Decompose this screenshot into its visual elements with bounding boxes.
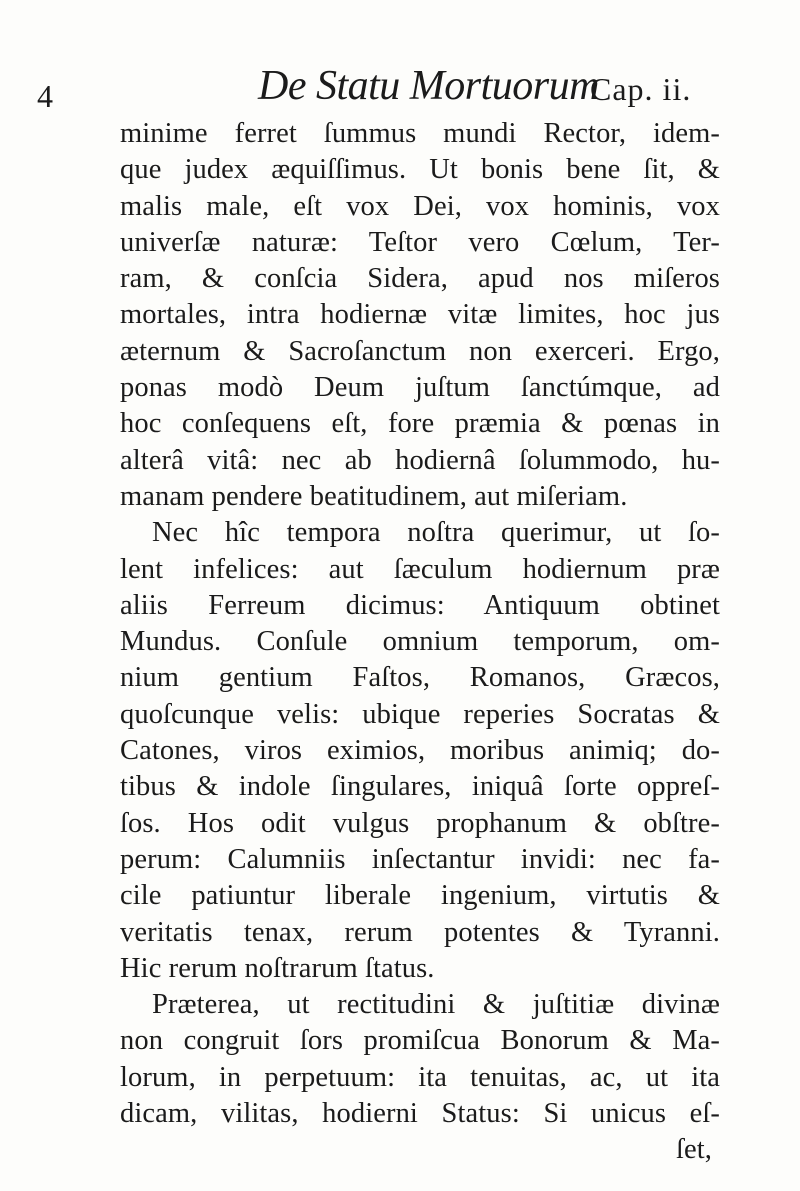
text-line: manam pendere beatitudinem, aut miſeriam. bbox=[120, 480, 628, 512]
text-line: Hic rerum noſtrarum ſtatus. bbox=[120, 952, 435, 984]
text-line: ram, & conſcia Sidera, apud nos miſeros bbox=[120, 263, 720, 295]
catchword: ſet, bbox=[675, 1134, 712, 1166]
text-line: lorum, in perpetuum: ita tenuitas, ac, ut ita bbox=[120, 1061, 720, 1093]
text-line: malis male, eſt vox Dei, vox hominis, vox bbox=[120, 190, 720, 222]
text-line: quoſcunque velis: ubique reperies Socratas & bbox=[120, 698, 720, 730]
text-line: Catones, viros eximios, moribus animiq; do- bbox=[120, 735, 720, 767]
text-line: non congruit ſors promiſcua Bonorum & Ma- bbox=[120, 1025, 720, 1057]
text-line: æternum & Sacroſanctum non exerceri. Ergo, bbox=[120, 335, 720, 367]
text-line: veritatis tenax, rerum potentes & Tyranni. bbox=[120, 916, 720, 948]
text-line: lent infelices: aut ſæculum hodiernum præ bbox=[120, 553, 720, 585]
text-line: alterâ vitâ: nec ab hodiernâ ſolummodo, hu- bbox=[120, 444, 720, 476]
paragraph-start-line: Præterea, ut rectitudini & juſtitiæ divinæ bbox=[152, 989, 720, 1021]
running-title: De Statu Mortuorum bbox=[258, 63, 599, 109]
text-line: dicam, vilitas, hodierni Status: Si unicus eſ- bbox=[120, 1098, 720, 1130]
paragraph-start-line: Nec hîc tempora noſtra querimur, ut ſo- bbox=[152, 517, 720, 549]
body-text bbox=[120, 116, 720, 1169]
text-line: tibus & indole ſingulares, iniquâ ſorte oppreſ- bbox=[120, 771, 720, 803]
text-line: Mundus. Conſule omnium temporum, om- bbox=[120, 626, 720, 658]
page-number: 4 bbox=[37, 78, 53, 114]
page-header bbox=[0, 62, 800, 112]
text-line: minime ferret ſummus mundi Rector, idem- bbox=[120, 118, 720, 149]
text-line: hoc conſequens eſt, fore præmia & pœnas in bbox=[120, 408, 720, 440]
text-line: ponas modò Deum juſtum ſanctúmque, ad bbox=[120, 372, 720, 404]
text-line: aliis Ferreum dicimus: Antiquum obtinet bbox=[120, 589, 720, 621]
text-line: univerſæ naturæ: Teſtor vero Cœlum, Ter- bbox=[120, 226, 720, 258]
text-line: nium gentium Faſtos, Romanos, Græcos, bbox=[120, 662, 720, 694]
chapter-label: Cap. ii. bbox=[590, 71, 692, 107]
text-line: perum: Calumniis inſectantur invidi: nec fa- bbox=[120, 843, 720, 875]
text-line: ſos. Hos odit vulgus prophanum & obſtre- bbox=[120, 807, 720, 839]
text-line: que judex æquiſſimus. Ut bonis bene ſit, & bbox=[120, 154, 720, 186]
text-line: cile patiuntur liberale ingenium, virtutis & bbox=[120, 880, 720, 912]
text-line: mortales, intra hodiernæ vitæ limites, hoc jus bbox=[120, 299, 720, 331]
